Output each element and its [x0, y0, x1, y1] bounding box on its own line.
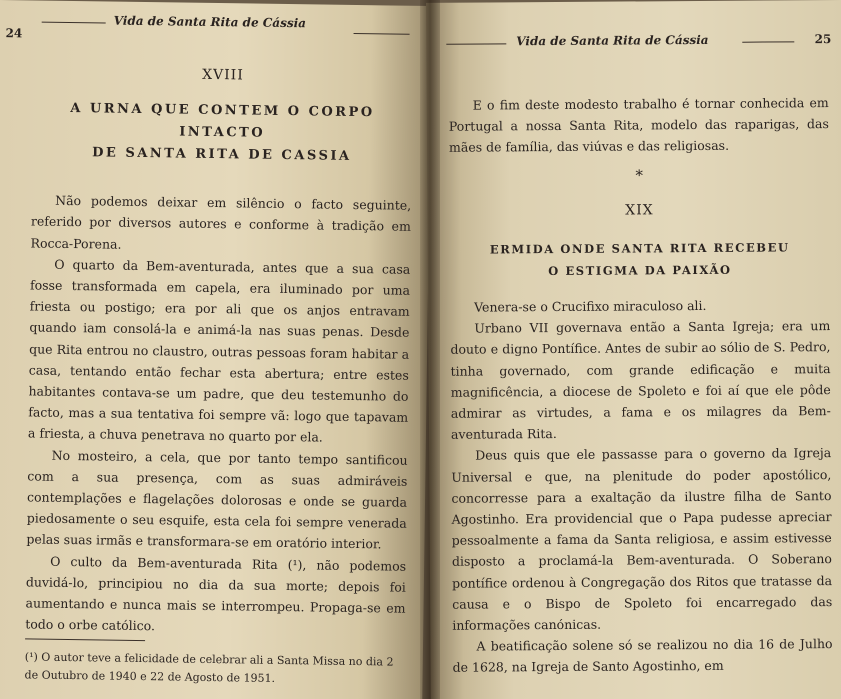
right-paragraph-4: A beatificação solene só se realizou no dia 16 de Julho de 1628, na Igreja de Santo Agostinho, em [452, 636, 833, 676]
left-head-rule-2 [354, 33, 410, 35]
right-opening-paragraph: E o fim deste modesto trabalho é tornar conhecida em Portugal a nossa Santa Rita, modelo das raparigas, das mães de família, das viúvas e das religiosas. [448, 95, 829, 156]
right-paragraph-1: Venera-se o Crucifixo miraculoso ali. [474, 297, 707, 315]
right-head-rule-2 [742, 41, 794, 42]
left-paragraph-3: No mosteiro, a cela, que por tanto tempo santificou com a sua presença, com as suas admiráveis contemplações e flagelações dolorosas e onde se guarda piedosamente o seu esquife, esta cela foi sempre venerada pelas suas irmãs e transformara-se em oratório interior. [26, 447, 408, 552]
right-paragraph-2: Urbano VII governava então a Santa Igreja; era um douto e digno Pontífice. Antes de subir ao sólio de S. Pedro, tinha governado, com grande edificação e muita magnificência, a diocese de Spoleto e foi aí que ele pôde admirar as virtudes, a fama e os milagres da Bem-aventurada Rita. [450, 318, 831, 442]
right-chapter-number: XIX [625, 202, 654, 219]
left-chapter-title-line-1: A URNA QUE CONTEM O CORPO INTACTO [70, 101, 375, 141]
left-running-head [5, 12, 412, 41]
left-head-rule-1 [42, 22, 106, 24]
right-page-number: 25 [814, 32, 832, 47]
left-running-title: Vida de Santa Rita de Cássia [113, 13, 307, 31]
right-chapter-title-line-2: O ESTIGMA DA PAIXÃO [548, 262, 732, 279]
right-text-block [449, 92, 833, 678]
right-running-head [446, 32, 832, 49]
left-paragraph-1: Não podemos deixar em silêncio o facto seguinte, referido por diversos autores e conforme à tradição em Rocca-Porena. [30, 192, 412, 252]
left-paragraph-4: O culto da Bem-aventurada Rita (¹), não podemos duvidá-lo, principiou no dia da sua morte; depois foi aumentando e nunca mais se interrompeu. Propaga-se em todo o orbe católico. [25, 553, 407, 634]
right-running-title: Vida de Santa Rita de Cássia [516, 32, 709, 49]
left-chapter-title-line-2: DE SANTA RITA DE CASSIA [92, 145, 352, 165]
left-footnote: (¹) O autor teve a felicidade de celebrar ali a Santa Missa no dia 2 de Outubro de 1940 e 22 de Agosto de 1951. [24, 650, 394, 685]
right-chapter-title-line-1: ERMIDA ONDE SANTA RITA RECEBEU [489, 240, 790, 257]
left-chapter-number: XVIII [202, 66, 244, 84]
right-page [426, 0, 841, 699]
right-head-rule-1 [446, 43, 506, 44]
left-page-number: 24 [5, 26, 23, 41]
footnote-rule [25, 638, 145, 641]
right-paragraph-3: Deus quis que ele passasse para o governo da Igreja Universal e que, na plenitude do poder apostólico, concorresse para a exaltação da ilustre filha de Santo Agostinho. Era providencial que o Papa pudesse apreciar pessoalmente a fama da Santa religiosa, e assim estivesse disposto a proclamá-la Bem-aventurada. O Soberano pontífice ordenou à Congregação dos Ritos que tratasse da causa e o Bispo de Spoleto foi encarregado das informações canónicas. [451, 445, 833, 633]
section-separator: * [635, 165, 644, 185]
book-gutter [420, 0, 440, 699]
left-paragraph-2: O quarto da Bem-aventurada, antes que a sua casa fosse transformada em capela, era iluminado por uma friesta ou postigo; era por ali que os anjos entravam quando iam consolá-la e animá-la nas suas penas. Desde que Rita entrou no claustro, outras pessoas foram habitar a casa, tentando então fechar esta abertura; entre estes habitantes contava-se um padre, que deu testemunho do facto, mas a sua tentativa foi sempre vã: logo que tapavam a friesta, a chuva penetrava no quarto por ela. [27, 256, 411, 445]
left-text-block [25, 62, 413, 640]
